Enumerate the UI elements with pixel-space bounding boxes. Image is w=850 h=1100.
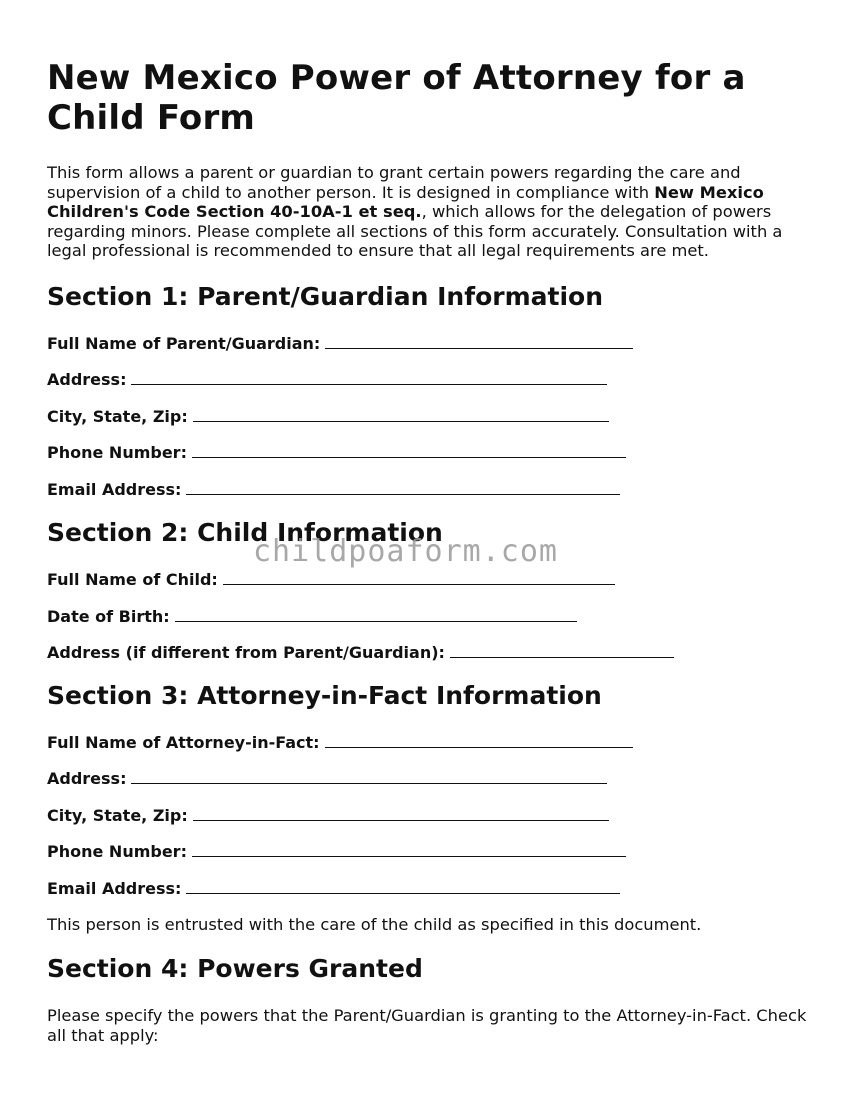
field-label: Address: xyxy=(47,769,127,788)
watermark-text: childpoaform.com xyxy=(253,534,558,569)
attorney-name-field[interactable] xyxy=(47,733,633,753)
fill-line[interactable] xyxy=(186,879,620,894)
section-1-heading: Section 1: Parent/Guardian Information xyxy=(47,282,604,311)
field-label: Email Address: xyxy=(47,879,182,898)
attorney-city-state-zip-field[interactable] xyxy=(47,806,609,826)
fill-line[interactable] xyxy=(186,480,620,495)
attorney-note: This person is entrusted with the care of the child as specified in this document. xyxy=(47,915,702,934)
field-label: Email Address: xyxy=(47,480,182,499)
field-label: Phone Number: xyxy=(47,842,187,861)
fill-line[interactable] xyxy=(193,407,609,422)
child-name-field[interactable] xyxy=(47,570,615,590)
fill-line[interactable] xyxy=(325,733,633,748)
powers-instructions: Please specify the powers that the Parent/Guardian is granting to the Attorney-in-Fact. Check all that apply: xyxy=(47,1006,807,1045)
parent-address-field[interactable] xyxy=(47,370,607,390)
fill-line[interactable] xyxy=(325,334,633,349)
field-label: Full Name of Parent/Guardian: xyxy=(47,334,321,353)
fill-line[interactable] xyxy=(192,842,626,857)
intro-statute: New Mexico Children's Code Section 40-10A-1 et seq. xyxy=(47,182,764,222)
section-3-heading: Section 3: Attorney-in-Fact Information xyxy=(47,681,602,710)
field-label: Date of Birth: xyxy=(47,607,170,626)
intro-text-1: This form allows a parent or guardian to grant certain powers regarding the care and supervision of a child to another person. It is designed in compliance with xyxy=(47,163,741,202)
field-label: Full Name of Attorney-in-Fact: xyxy=(47,733,320,752)
intro-paragraph xyxy=(47,163,807,261)
fill-line[interactable] xyxy=(193,806,609,821)
field-label: Address (if different from Parent/Guardian): xyxy=(47,643,445,662)
fill-line[interactable] xyxy=(175,607,577,622)
parent-city-state-zip-field[interactable] xyxy=(47,407,609,427)
intro-text-2: , which allows for the delegation of powers regarding minors. Please complete all sections of this form accurately. Consultation with a legal professional is recommended to ensure that all legal requirements are met. xyxy=(47,202,783,261)
fill-line[interactable] xyxy=(131,769,607,784)
field-label: Phone Number: xyxy=(47,443,187,462)
child-dob-field[interactable] xyxy=(47,607,577,627)
parent-phone-field[interactable] xyxy=(47,443,626,463)
attorney-address-field[interactable] xyxy=(47,769,607,789)
attorney-phone-field[interactable] xyxy=(47,842,626,862)
fill-line[interactable] xyxy=(450,643,674,658)
child-address-field[interactable] xyxy=(47,643,674,663)
page-title: New Mexico Power of Attorney for a Child Form xyxy=(47,58,746,138)
field-label: Address: xyxy=(47,370,127,389)
field-label: Full Name of Child: xyxy=(47,570,218,589)
section-2-heading: Section 2: Child Information xyxy=(47,518,443,547)
fill-line[interactable] xyxy=(192,443,626,458)
field-label: City, State, Zip: xyxy=(47,806,188,825)
section-4-heading: Section 4: Powers Granted xyxy=(47,954,423,983)
fill-line[interactable] xyxy=(131,370,607,385)
attorney-email-field[interactable] xyxy=(47,879,620,899)
parent-email-field[interactable] xyxy=(47,480,620,500)
fill-line[interactable] xyxy=(223,570,615,585)
parent-name-field[interactable] xyxy=(47,334,633,354)
field-label: City, State, Zip: xyxy=(47,407,188,426)
